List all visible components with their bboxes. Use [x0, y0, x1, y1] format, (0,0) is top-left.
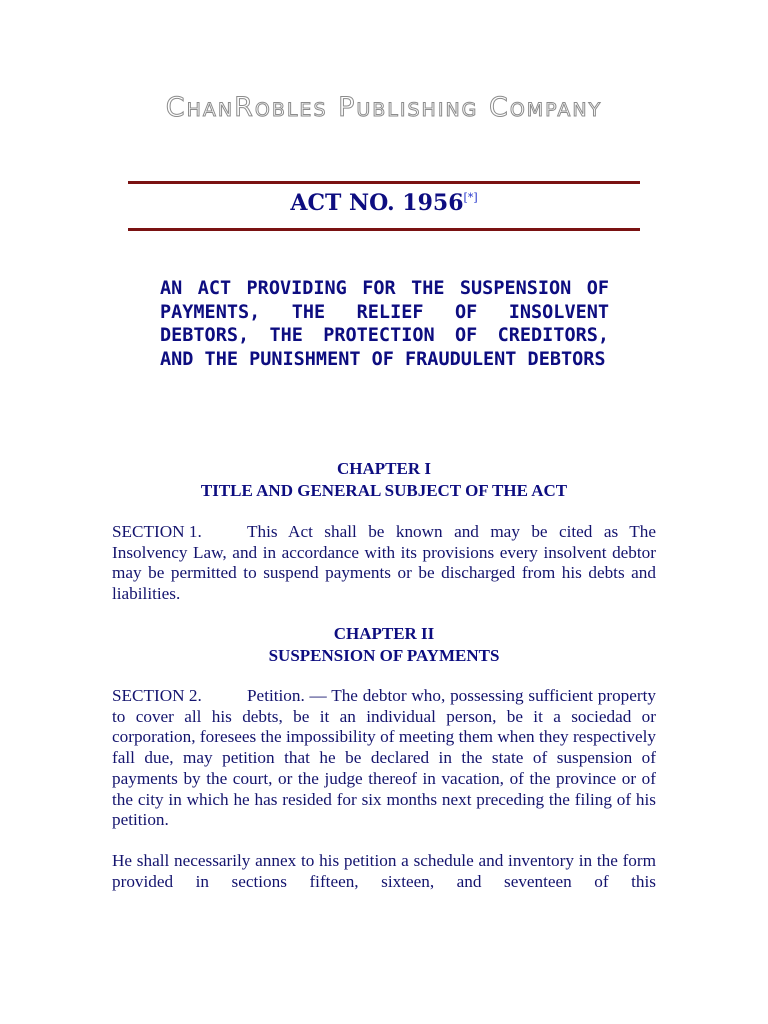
- chapter-number: CHAPTER II: [333, 624, 435, 643]
- header-top-rule: [128, 181, 640, 184]
- chapter-1-heading: [112, 458, 656, 502]
- chapter-title: TITLE AND GENERAL SUBJECT OF THE ACT: [200, 481, 568, 500]
- chapter-title: SUSPENSION OF PAYMENTS: [268, 646, 500, 665]
- section-text: This Act shall be known and may be cited as The Insolvency Law, and in accordance with its provisions every insolvent debtor may be permitted to suspend payments or be discharged from his debts and liabilities.: [112, 522, 656, 604]
- publisher-name: ChanRobles Publishing Company: [165, 92, 603, 123]
- section-1: [112, 522, 656, 605]
- chapter-2-heading: [112, 623, 656, 667]
- section-text: Petition. — The debtor who, possessing sufficient property to cover all his debts, be it an individual person, be it a sociedad or corporation, foresees the impossibility of meeting them when they respectively fall due, may petition that he be declared in the state of suspension of payments by the court, or the judge thereof in vacation, of the province or of the city in which he has resided for six months next preceding the filing of his petition.: [112, 686, 656, 830]
- header-bottom-rule: [128, 228, 640, 231]
- act-title: AN ACT PROVIDING FOR THE SUSPENSION OF PAYMENTS, THE RELIEF OF INSOLVENT DEBTORS, THE PROTECTION OF CREDITORS, AND THE PUNISHMENT OF FRAUDULENT DEBTORS: [160, 278, 609, 370]
- chapter-number: CHAPTER I: [337, 459, 431, 478]
- act-number: ACT NO. 1956: [290, 190, 464, 216]
- section-label: SECTION 1.: [112, 522, 202, 541]
- footnote-link[interactable]: [*]: [463, 191, 478, 204]
- body-paragraph: He shall necessarily annex to his petition a schedule and inventory in the form provided in sections fifteen, sixteen, and seventeen of this: [112, 851, 656, 891]
- section-label: SECTION 2.: [112, 686, 202, 705]
- act-number-heading: [0, 190, 768, 216]
- section-2: [112, 686, 656, 831]
